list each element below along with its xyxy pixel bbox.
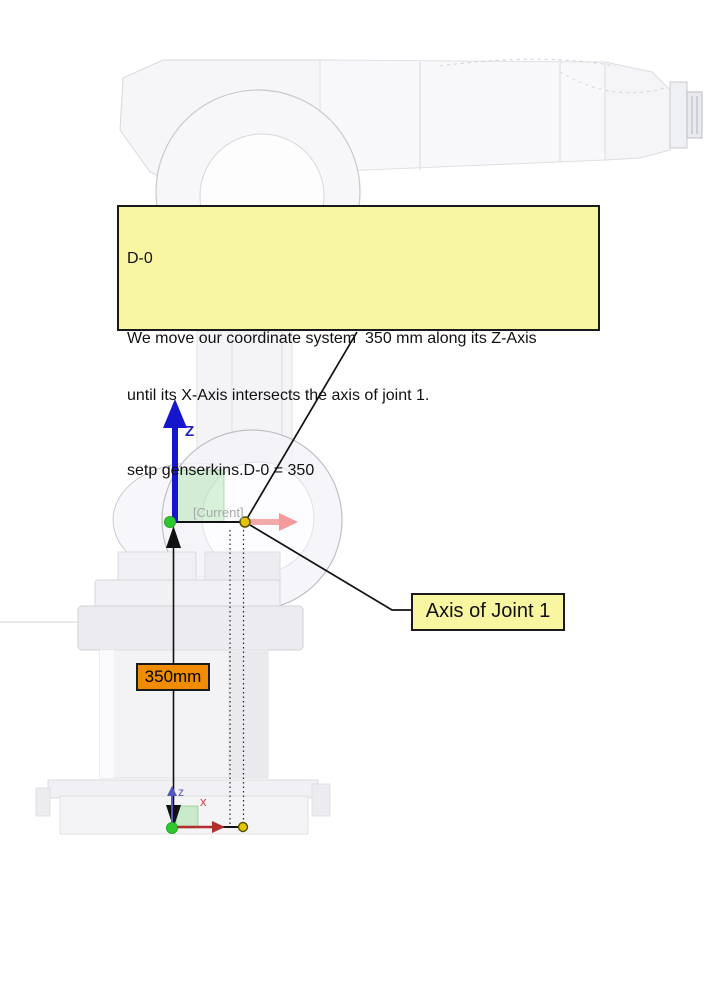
note-body-line2: until its X-Axis intersects the axis of joint 1. <box>127 387 430 404</box>
z-axis-label-lower: z <box>178 785 184 799</box>
wrist-cylinder <box>670 82 687 148</box>
base-lug <box>36 788 50 816</box>
dimension-label: 350mm <box>136 663 210 691</box>
note-body-line1: We move our coordinate system 350 mm along its Z-Axis <box>127 330 537 347</box>
base-disc-wide <box>78 606 303 650</box>
forearm <box>605 62 670 160</box>
axis-of-joint-label: Axis of Joint 1 <box>411 593 565 631</box>
tool-flange <box>687 92 702 138</box>
origin-dot <box>165 517 176 528</box>
base-lug <box>312 784 330 816</box>
note-command: setp genserkins.D-0 = 350 <box>127 462 315 479</box>
base-column-shade <box>228 650 268 778</box>
note-box <box>117 205 600 479</box>
joint-axis-marker-lower <box>239 823 248 832</box>
current-frame-label: [Current] <box>193 505 244 520</box>
robot-base <box>0 552 330 834</box>
arm-beam <box>320 60 605 172</box>
origin-dot-lower <box>167 823 178 834</box>
base-disc <box>95 580 280 608</box>
z-axis-label-upper: Z <box>185 423 195 440</box>
base-column-highlight <box>100 650 114 778</box>
note-title: D-0 <box>127 250 153 267</box>
x-axis-label-lower: x <box>200 794 207 809</box>
